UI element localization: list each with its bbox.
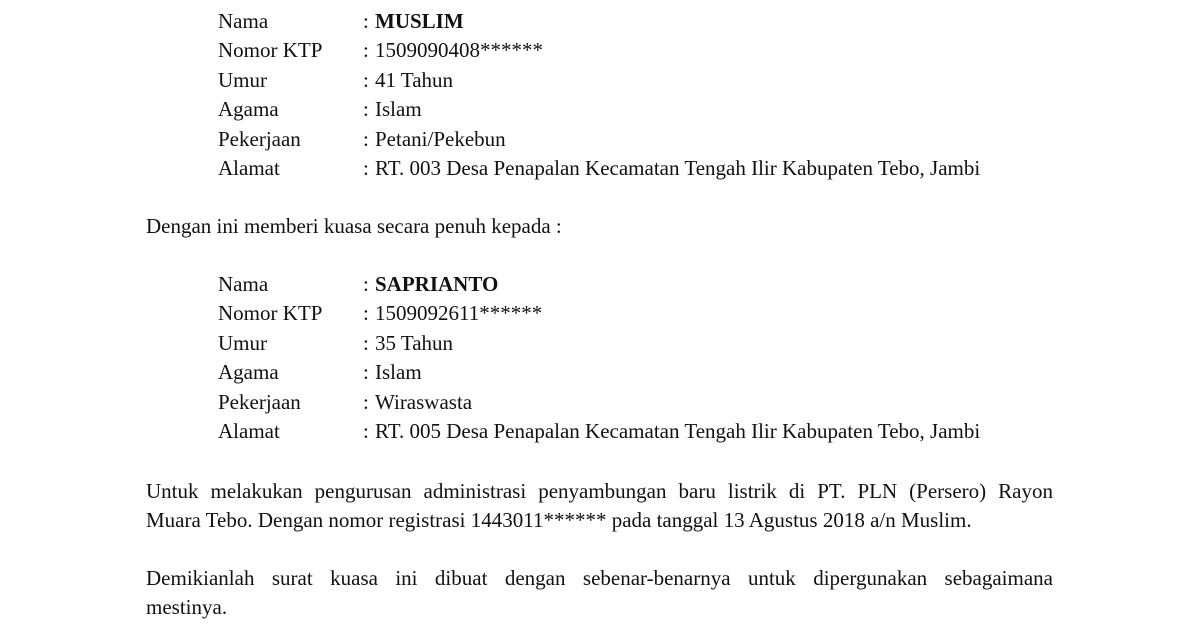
field-label: Nomor KTP: [218, 38, 323, 63]
grantor-occupation-value: Petani/Pekebun: [375, 126, 506, 151]
grantor-religion-value: Islam: [375, 97, 422, 122]
grantee-name-value: SAPRIANTO: [375, 272, 499, 296]
field-label: Nama: [218, 272, 269, 296]
grantee-age-row: [218, 329, 1118, 358]
field-label: Agama: [218, 97, 279, 122]
grantee-name-row: [218, 270, 1118, 299]
field-colon: :: [363, 301, 369, 326]
grantee-address-row: [218, 417, 1118, 446]
grantee-details: [218, 270, 1118, 446]
intro-text: Dengan ini memberi kuasa secara penuh kepada :: [146, 214, 562, 238]
closing-paragraph: [146, 564, 1053, 623]
field-colon: :: [363, 97, 369, 122]
closing-line: Demikianlah surat kuasa ini dibuat dengan sebenar-benarnya untuk dipergunakan sebagaimana: [146, 566, 1053, 590]
grantor-age-value: 41 Tahun: [375, 67, 454, 92]
grantor-address-row: [218, 154, 1118, 183]
field-label: Umur: [218, 330, 267, 355]
grantee-occupation-value: Wiraswasta: [375, 389, 473, 414]
grantor-name-value: MUSLIM: [375, 9, 464, 33]
field-label: Nomor KTP: [218, 301, 323, 326]
closing-line: mestinya.: [146, 595, 228, 620]
grantee-religion-row: [218, 358, 1118, 387]
grantor-religion-row: [218, 95, 1118, 124]
grantee-ktp-value: 1509092611******: [375, 301, 543, 326]
field-label: Agama: [218, 360, 279, 385]
field-colon: :: [363, 126, 369, 151]
field-label: Umur: [218, 67, 267, 92]
grantor-address-value: RT. 003 Desa Penapalan Kecamatan Tengah Ilir Kabupaten Tebo, Jambi: [375, 155, 981, 180]
field-label: Pekerjaan: [218, 126, 301, 151]
grantee-religion-value: Islam: [375, 360, 422, 385]
field-colon: :: [363, 9, 369, 33]
grantor-age-row: [218, 66, 1118, 95]
grantee-occupation-row: [218, 388, 1118, 417]
field-colon: :: [363, 67, 369, 92]
field-colon: :: [363, 272, 369, 296]
purpose-line: Untuk melakukan pengurusan administrasi penyambungan baru listrik di PT. PLN (Persero) Rayon: [146, 479, 1053, 503]
grantor-ktp-row: [218, 36, 1118, 65]
field-label: Pekerjaan: [218, 389, 301, 414]
grantor-name-row: [218, 7, 1118, 36]
grantor-details: [218, 7, 1118, 183]
field-label: Alamat: [218, 418, 280, 443]
field-colon: :: [363, 418, 369, 443]
grantee-address-value: RT. 005 Desa Penapalan Kecamatan Tengah Ilir Kabupaten Tebo, Jambi: [375, 418, 981, 443]
field-label: Nama: [218, 9, 269, 33]
field-label: Alamat: [218, 155, 280, 180]
purpose-line: Muara Tebo. Dengan nomor registrasi 1443011****** pada tanggal 13 Agustus 2018 a/n Muslim.: [146, 508, 972, 533]
field-colon: :: [363, 389, 369, 414]
grantee-age-value: 35 Tahun: [375, 330, 454, 355]
field-colon: :: [363, 360, 369, 385]
grantor-occupation-row: [218, 125, 1118, 154]
grantee-ktp-row: [218, 299, 1118, 328]
grantor-ktp-value: 1509090408******: [375, 38, 543, 63]
field-colon: :: [363, 38, 369, 63]
field-colon: :: [363, 330, 369, 355]
purpose-paragraph: [146, 477, 1053, 536]
intro-paragraph: [146, 212, 1053, 241]
field-colon: :: [363, 155, 369, 180]
